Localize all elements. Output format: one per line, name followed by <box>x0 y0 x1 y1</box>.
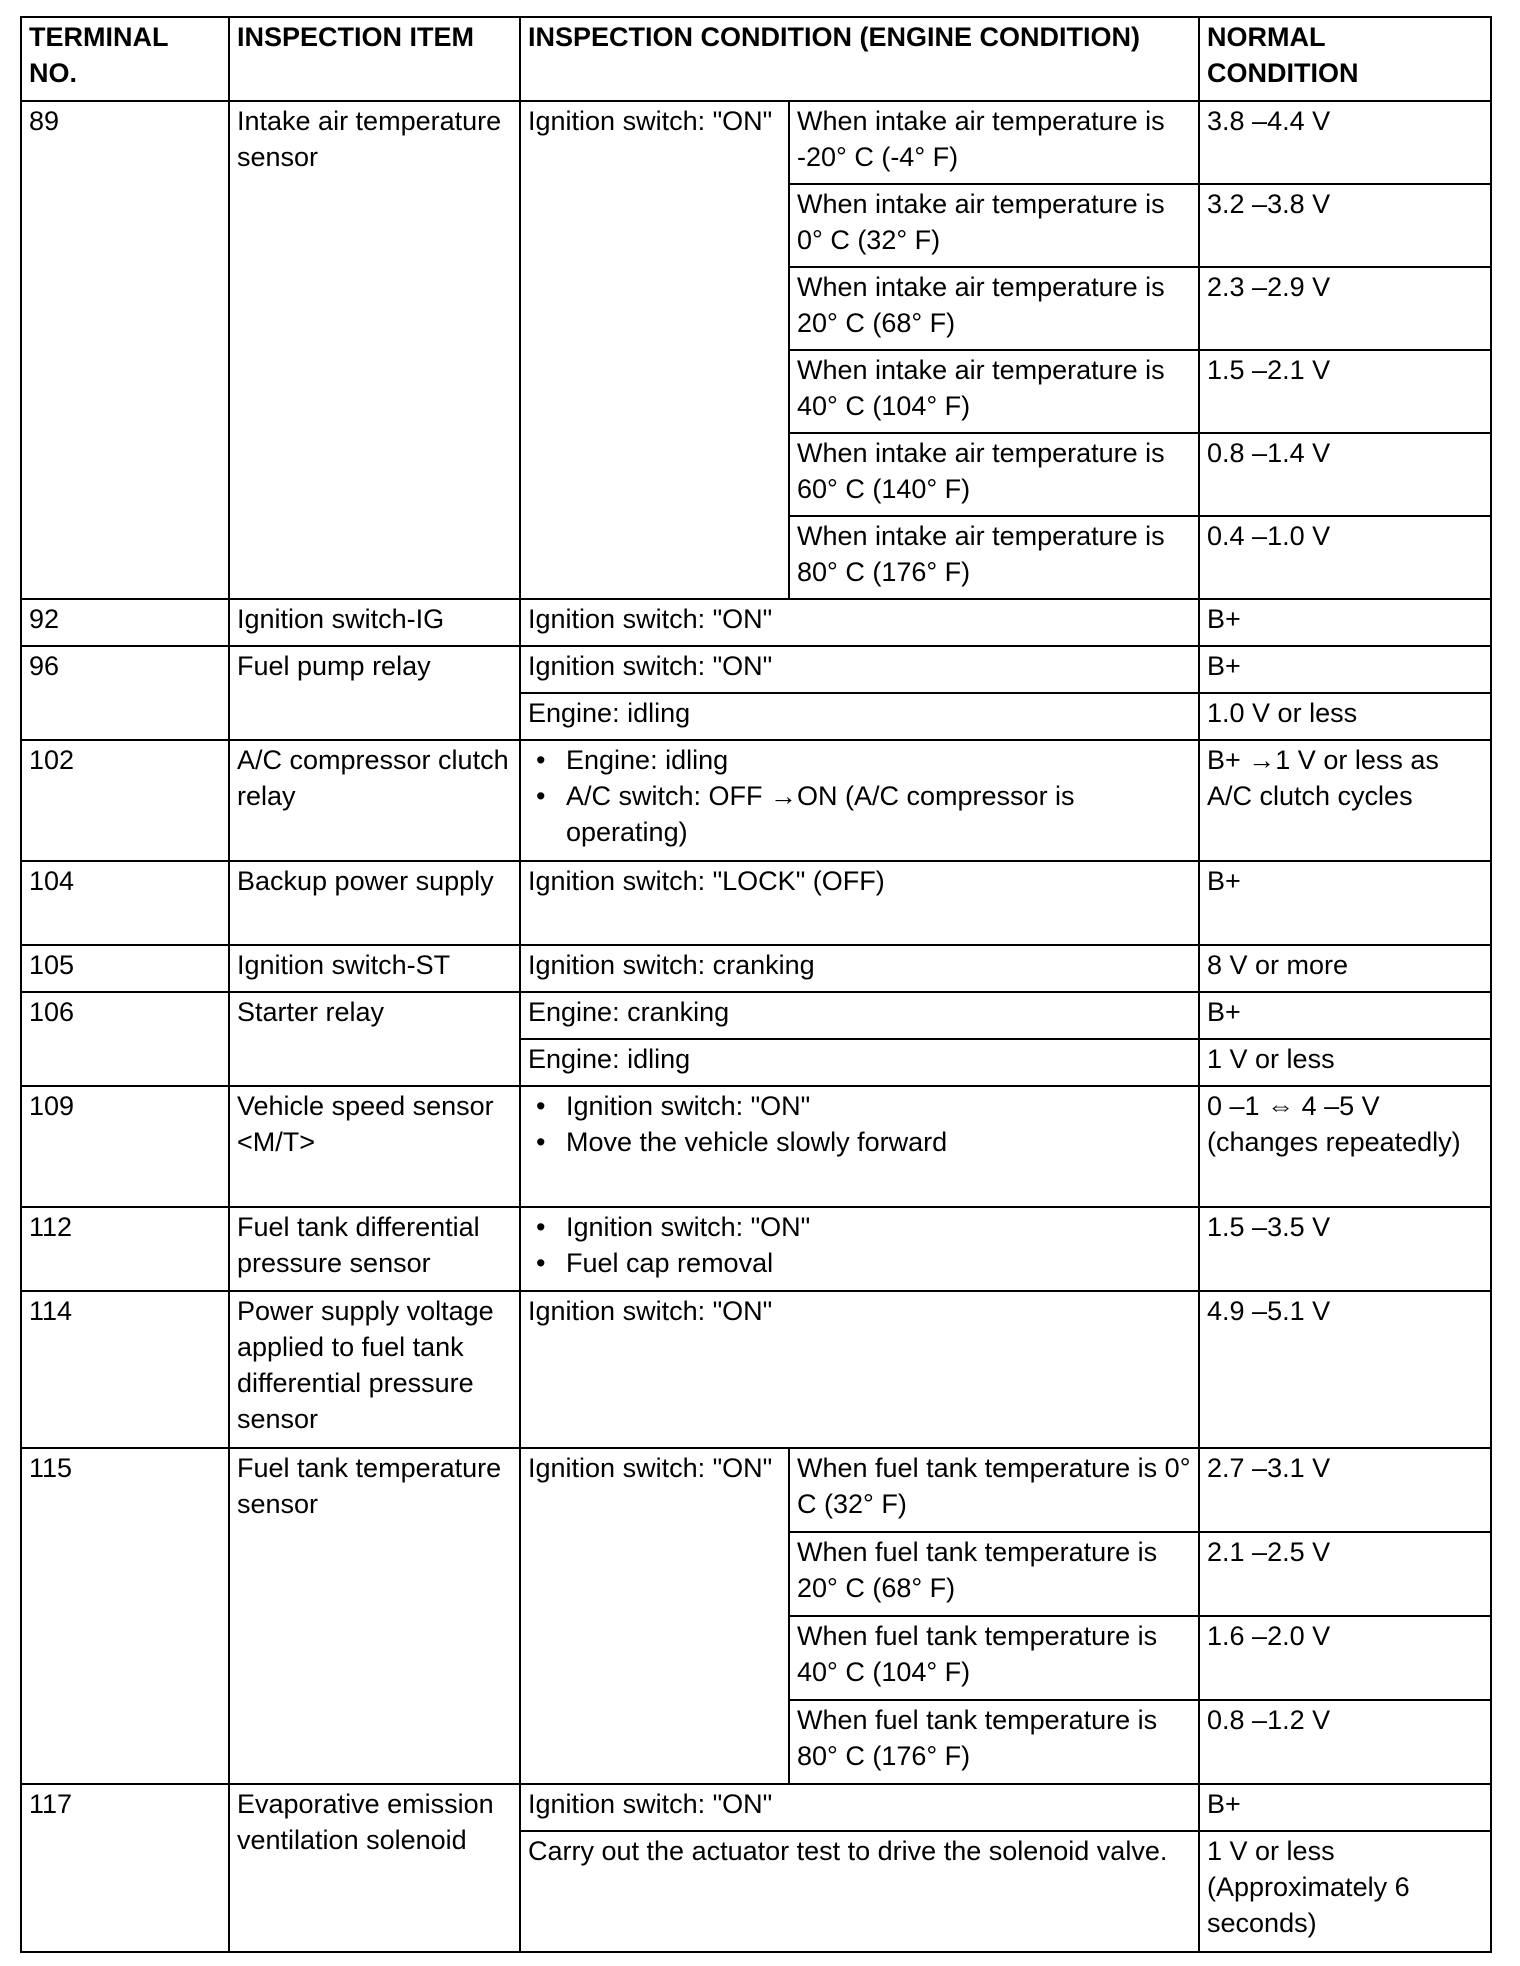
condition-cell: Ignition switch: "ON" <box>520 599 1199 646</box>
subcondition-cell: When intake air temperature is 60° C (140° F) <box>789 433 1199 516</box>
item-cell: Ignition switch-ST <box>229 945 520 992</box>
condition-cell <box>520 1086 1199 1207</box>
subcondition-cell: When fuel tank temperature is 40° C (104° F) <box>789 1616 1199 1700</box>
condition-cell: Carry out the actuator test to drive the solenoid valve. <box>520 1831 1199 1952</box>
normal-cell: 1.0 V or less <box>1199 693 1491 740</box>
condition-bullet-list <box>528 1088 1191 1160</box>
condition-bullet-list <box>528 742 1191 850</box>
condition-cell: Engine: idling <box>520 1039 1199 1086</box>
subcondition-cell: When intake air temperature is 80° C (176° F) <box>789 516 1199 599</box>
table-row-104 <box>21 861 1491 945</box>
normal-cell: B+ <box>1199 599 1491 646</box>
condition-cell: Ignition switch: "LOCK" (OFF) <box>520 861 1199 945</box>
item-cell: Intake air temperature sensor <box>229 101 520 599</box>
normal-cell: 0.4 –1.0 V <box>1199 516 1491 599</box>
document-page <box>20 16 1490 1953</box>
condition-cell: Ignition switch: "ON" <box>520 646 1199 693</box>
table-row-105 <box>21 945 1491 992</box>
table-row-114 <box>21 1291 1491 1448</box>
table-row-96 <box>21 646 1491 693</box>
subcondition-cell: When intake air temperature is 40° C (104° F) <box>789 350 1199 433</box>
normal-cell: 2.1 –2.5 V <box>1199 1532 1491 1616</box>
subcondition-cell: When intake air temperature is 20° C (68° F) <box>789 267 1199 350</box>
normal-cell: 2.7 –3.1 V <box>1199 1448 1491 1532</box>
normal-cell: 1.5 –3.5 V <box>1199 1207 1491 1291</box>
list-item: • Engine: idling <box>566 742 1191 778</box>
terminal-cell: 117 <box>21 1784 229 1952</box>
item-cell: Ignition switch-IG <box>229 599 520 646</box>
normal-cell: 1 V or less <box>1199 1039 1491 1086</box>
terminal-cell: 109 <box>21 1086 229 1207</box>
terminal-cell: 115 <box>21 1448 229 1784</box>
normal-cell: B+ <box>1199 992 1491 1039</box>
subcondition-cell: When fuel tank temperature is 20° C (68° F) <box>789 1532 1199 1616</box>
subcondition-cell: When fuel tank temperature is 80° C (176° F) <box>789 1700 1199 1784</box>
item-cell: Fuel pump relay <box>229 646 520 740</box>
normal-cell: 3.2 –3.8 V <box>1199 184 1491 267</box>
item-cell: Power supply voltage applied to fuel tank differential pressure sensor <box>229 1291 520 1448</box>
terminal-cell: 96 <box>21 646 229 740</box>
normal-cell: 0.8 –1.2 V <box>1199 1700 1491 1784</box>
table-row-89 <box>21 101 1491 184</box>
terminal-cell: 104 <box>21 861 229 945</box>
terminal-inspection-table <box>20 16 1492 1953</box>
item-cell: Vehicle speed sensor <M/T> <box>229 1086 520 1207</box>
header-terminal-no: TERMINAL NO. <box>21 17 229 101</box>
normal-cell: 3.8 –4.4 V <box>1199 101 1491 184</box>
condition-bullet-list <box>528 1209 1191 1281</box>
normal-cell: 1.5 –2.1 V <box>1199 350 1491 433</box>
normal-cell: 4.9 –5.1 V <box>1199 1291 1491 1448</box>
list-item: • Move the vehicle slowly forward <box>566 1124 1191 1160</box>
table-row-115 <box>21 1448 1491 1532</box>
terminal-cell: 89 <box>21 101 229 599</box>
normal-cell: 1 V or less (Approximately 6 seconds) <box>1199 1831 1491 1952</box>
header-normal-condition: NORMAL CONDITION <box>1199 17 1491 101</box>
header-inspection-condition: INSPECTION CONDITION (ENGINE CONDITION) <box>520 17 1199 101</box>
condition-cell: Ignition switch: "ON" <box>520 1448 789 1784</box>
condition-cell: Ignition switch: cranking <box>520 945 1199 992</box>
list-item: • Ignition switch: "ON" <box>566 1209 1191 1245</box>
condition-cell <box>520 740 1199 861</box>
normal-cell: 0.8 –1.4 V <box>1199 433 1491 516</box>
terminal-cell: 105 <box>21 945 229 992</box>
subcondition-cell: When intake air temperature is -20° C (-4° F) <box>789 101 1199 184</box>
condition-cell: Ignition switch: "ON" <box>520 1291 1199 1448</box>
normal-cell: B+ <box>1199 646 1491 693</box>
condition-cell: Ignition switch: "ON" <box>520 1784 1199 1831</box>
normal-cell: B+ <box>1199 1784 1491 1831</box>
normal-cell: 8 V or more <box>1199 945 1491 992</box>
list-item: • A/C switch: OFF →ON (A/C compressor is operating) <box>566 778 1191 850</box>
table-row-106 <box>21 992 1491 1039</box>
normal-cell: B+ <box>1199 861 1491 945</box>
item-cell: Fuel tank temperature sensor <box>229 1448 520 1784</box>
table-row-102 <box>21 740 1491 861</box>
item-cell: Fuel tank differential pressure sensor <box>229 1207 520 1291</box>
terminal-cell: 114 <box>21 1291 229 1448</box>
list-item: • Fuel cap removal <box>566 1245 1191 1281</box>
subcondition-cell: When intake air temperature is 0° C (32° F) <box>789 184 1199 267</box>
condition-cell <box>520 1207 1199 1291</box>
list-item: • Ignition switch: "ON" <box>566 1088 1191 1124</box>
item-cell: Evaporative emission ventilation solenoid <box>229 1784 520 1952</box>
table-row-92 <box>21 599 1491 646</box>
header-row <box>21 17 1491 101</box>
condition-cell: Engine: idling <box>520 693 1199 740</box>
item-cell: A/C compressor clutch relay <box>229 740 520 861</box>
terminal-cell: 102 <box>21 740 229 861</box>
terminal-cell: 92 <box>21 599 229 646</box>
table-row-112 <box>21 1207 1491 1291</box>
normal-cell: B+ →1 V or less as A/C clutch cycles <box>1199 740 1491 861</box>
table-row-109 <box>21 1086 1491 1207</box>
terminal-cell: 106 <box>21 992 229 1086</box>
subcondition-cell: When fuel tank temperature is 0° C (32° F) <box>789 1448 1199 1532</box>
condition-cell: Ignition switch: "ON" <box>520 101 789 599</box>
table-row-117 <box>21 1784 1491 1831</box>
terminal-cell: 112 <box>21 1207 229 1291</box>
item-cell: Starter relay <box>229 992 520 1086</box>
normal-cell: 1.6 –2.0 V <box>1199 1616 1491 1700</box>
item-cell: Backup power supply <box>229 861 520 945</box>
normal-cell: 2.3 –2.9 V <box>1199 267 1491 350</box>
normal-cell: 0 –1 ⇔ 4 –5 V (changes repeatedly) <box>1199 1086 1491 1207</box>
header-inspection-item: INSPECTION ITEM <box>229 17 520 101</box>
condition-cell: Engine: cranking <box>520 992 1199 1039</box>
